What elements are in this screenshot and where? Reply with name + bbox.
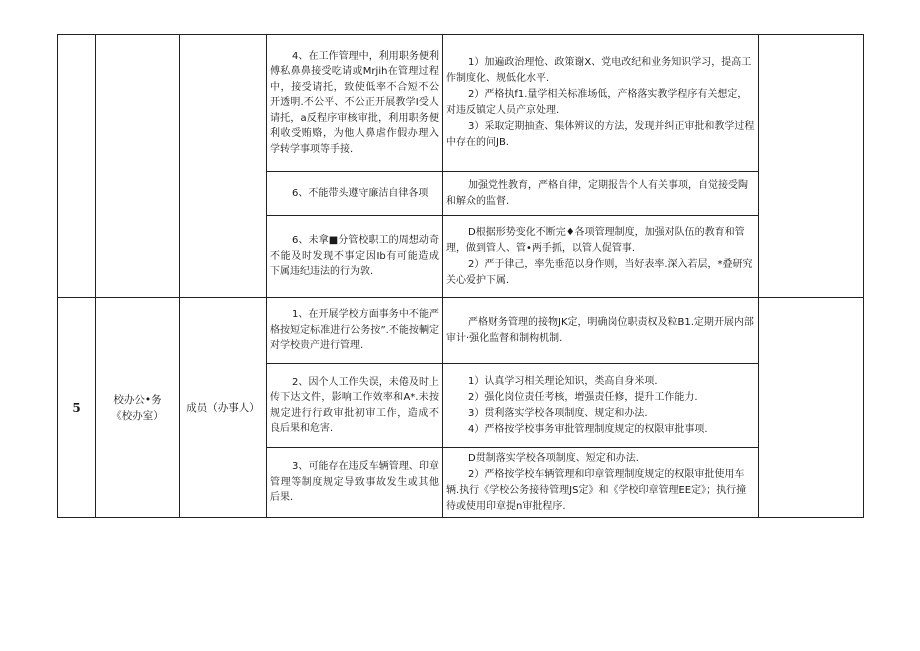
risk-point-cell	[267, 216, 443, 298]
control-measures-cell	[443, 35, 759, 172]
risk-text: 3、可能存在违反车辆管理、印章管理等制度规定导致事故发生或其他后果.	[270, 461, 439, 504]
measure-item: D贯制落实学校各项制度、短定和办法.	[468, 452, 639, 464]
department-name: 校办公•务	[113, 393, 162, 406]
row-number-cell: 5	[58, 298, 96, 518]
measure-item: 4）严格按学校事务审批管理制度规定的权限审批事项.	[468, 423, 708, 435]
measure-item: 2）严于律己，率先垂范以身作则，当好表率.深入若层，*叠研究关心爱护下属.	[446, 258, 753, 286]
measure-item: 1）认真学习相关理论知识，类高自身米项.	[468, 375, 658, 387]
measure-item: 3）采取定期抽查、集体辨议的方法，发现并纠正审批和教学过程中存在的问JB.	[446, 121, 755, 148]
risk-point-cell	[267, 364, 443, 448]
control-measures-cell	[443, 364, 759, 448]
department-office: 《校办室）	[111, 409, 164, 422]
measure-item: 1）加遍政治理怆、政策谢X、党电改纪和业务知识学习，提高工作制度化、规低化水平.	[446, 57, 752, 84]
role-cell: 成员（办事人）	[180, 298, 267, 518]
department-cell	[96, 35, 180, 298]
risk-point-cell	[267, 35, 443, 172]
measure-item: 2）严格执f1.量学相关标准场低，产格落实教学程序有关想定，对违反镇定人员产京处理.	[446, 89, 748, 116]
risk-point-cell	[267, 448, 443, 518]
table-row	[58, 35, 864, 172]
department-cell	[96, 298, 180, 518]
control-measures-cell	[443, 298, 759, 364]
role-cell	[180, 35, 267, 298]
control-measures-cell	[443, 216, 759, 298]
measure-item: 2）强化岗位责任考核，增强责任修，提升工作能力.	[468, 391, 698, 403]
measure-item: 3）贯利落实学校各项制度、规定和办法.	[468, 407, 648, 419]
table-row	[58, 298, 864, 364]
risk-control-table	[57, 34, 864, 518]
risk-text: 4、在工作管理中，利用职务便利傅私鼻鼻接受吃请或Mrjih在管理过程中，接受请托，致使低率不合短不公开透明.不公平、不公正开展教学I受人请托，a反程序审核审批，利用职务便利收受贿赂，为他人鼻虐作假办理入学转学事项等手接.	[270, 50, 439, 155]
risk-point-cell	[267, 172, 443, 216]
measure-item: 严格财务管理的接物JK定，明确岗位职责权及粒B1.定期开展内部审计·强化监督和制构机制.	[446, 316, 754, 344]
control-measures-cell	[443, 172, 759, 216]
remarks-cell	[759, 298, 864, 518]
remarks-cell	[759, 35, 864, 298]
risk-text: 1、在开展学校方面事务中不能严格按短定标准进行公务按”.不能按輌定对学校贵产进行管理.	[270, 309, 439, 352]
risk-text: 6、未拿■分管校职工的周想动奇不能及时发现不事定因Ib有可能造成下属违纪违法的行为敦.	[270, 235, 439, 278]
risk-point-cell	[267, 298, 443, 364]
row-number-cell	[58, 35, 96, 298]
risk-text: 6、不能带头遵守廉洁自律各项	[292, 187, 429, 199]
risk-table-sheet	[57, 34, 863, 518]
risk-text: 2、因个人工作失误，未倦及时上传下达文件，影响工作效率和A*.未按规定进行行政审批初审工作，造成不良后果和危害.	[270, 376, 439, 434]
measure-item: D根据形势变化不断完♦各项管理制度，加强对队伍的教育和管理，做到管人、管•两手抓，以管人促管事.	[446, 226, 745, 254]
measure-item: 2）严格按学校车辆管理和印章管理制度规定的权限审批使用车辆.执行《学校公务接待管理JS定》和《学校印章管理EE定》；执行撞待或使用印章提n审批程序.	[446, 468, 747, 512]
control-measures-cell	[443, 448, 759, 518]
measure-item: 加强党性教育，严格自律，定期报告个人有关事项，自觉接受陶和解众的监督.	[446, 179, 748, 207]
